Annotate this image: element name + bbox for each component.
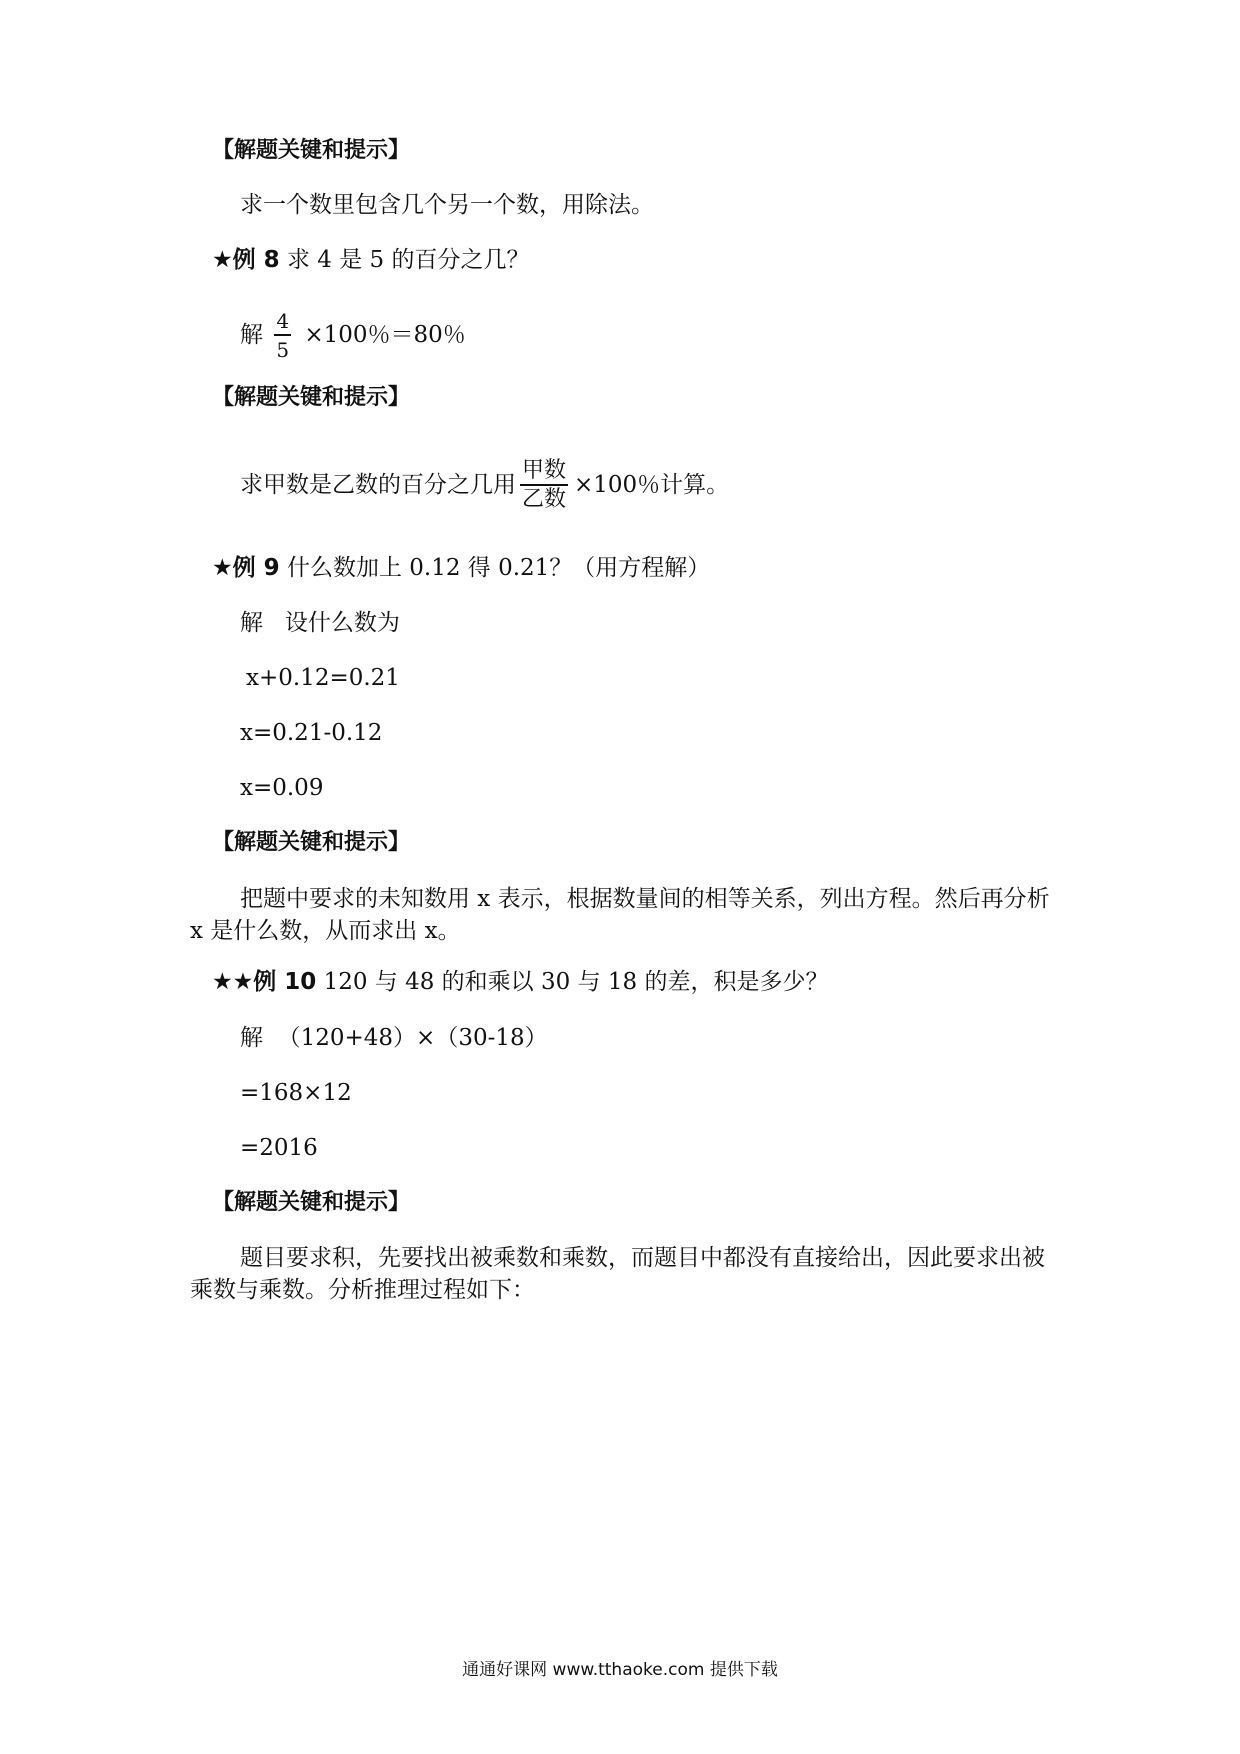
equation-line: x=0.21-0.12 xyxy=(240,720,383,746)
equation-line: =2016 xyxy=(240,1135,318,1161)
fraction xyxy=(274,308,291,364)
page-footer: 通通好课网 www.tthaoke.com 提供下载 xyxy=(462,1660,778,1680)
example-9-line xyxy=(212,553,710,583)
example-label: ★★例 10 xyxy=(212,969,317,995)
example-label: ★例 8 xyxy=(212,247,280,273)
tip-paragraph: 把题中要求的未知数用 x 表示，根据数量间的相等关系，列出方程。然后再分析 x 是什么数，从而求出 x。 xyxy=(190,886,1050,944)
fraction-numerator: 4 xyxy=(276,309,290,333)
equation-line: x+0.12=0.21 xyxy=(246,665,400,691)
example-10-line xyxy=(212,967,828,997)
example-text: 求 4 是 5 的百分之几？ xyxy=(286,247,530,273)
example-label: ★例 9 xyxy=(212,555,280,581)
fraction xyxy=(520,458,568,514)
fraction-numerator: 甲数 xyxy=(522,457,567,483)
tip-suffix: ×100％计算。 xyxy=(574,472,730,498)
solution-prefix: 解 xyxy=(240,322,263,348)
example-8-line xyxy=(212,245,529,275)
fraction-denominator: 乙数 xyxy=(520,484,568,514)
section-heading: 【解题关键和提示】 xyxy=(212,1190,411,1215)
example-text: 120 与 48 的和乘以 30 与 18 的差，积是多少？ xyxy=(323,969,829,995)
solution-line: 解 设什么数为 xyxy=(240,610,400,636)
section-heading: 【解题关键和提示】 xyxy=(212,830,411,855)
text-line: 求一个数里包含几个另一个数，用除法。 xyxy=(240,192,654,218)
solution-8-line xyxy=(240,305,466,365)
equation-line: =168×12 xyxy=(240,1080,352,1106)
tip-paragraph: 题目要求积，先要找出被乘数和乘数，而题目中都没有直接给出，因此要求出被乘数与乘数。分析推理过程如下： xyxy=(190,1245,1045,1303)
solution-line: 解 （120+48）×（30-18） xyxy=(240,1025,548,1051)
tip-prefix: 求甲数是乙数的百分之几用 xyxy=(240,472,516,498)
example-text: 什么数加上 0.12 得 0.21？（用方程解） xyxy=(286,555,711,581)
section-heading: 【解题关键和提示】 xyxy=(212,138,411,163)
equation-line: x=0.09 xyxy=(240,775,324,801)
tip-8-line xyxy=(240,455,729,515)
fraction-denominator: 5 xyxy=(274,334,291,364)
solution-expression: ×100％＝80％ xyxy=(304,322,466,348)
section-heading: 【解题关键和提示】 xyxy=(212,385,411,410)
